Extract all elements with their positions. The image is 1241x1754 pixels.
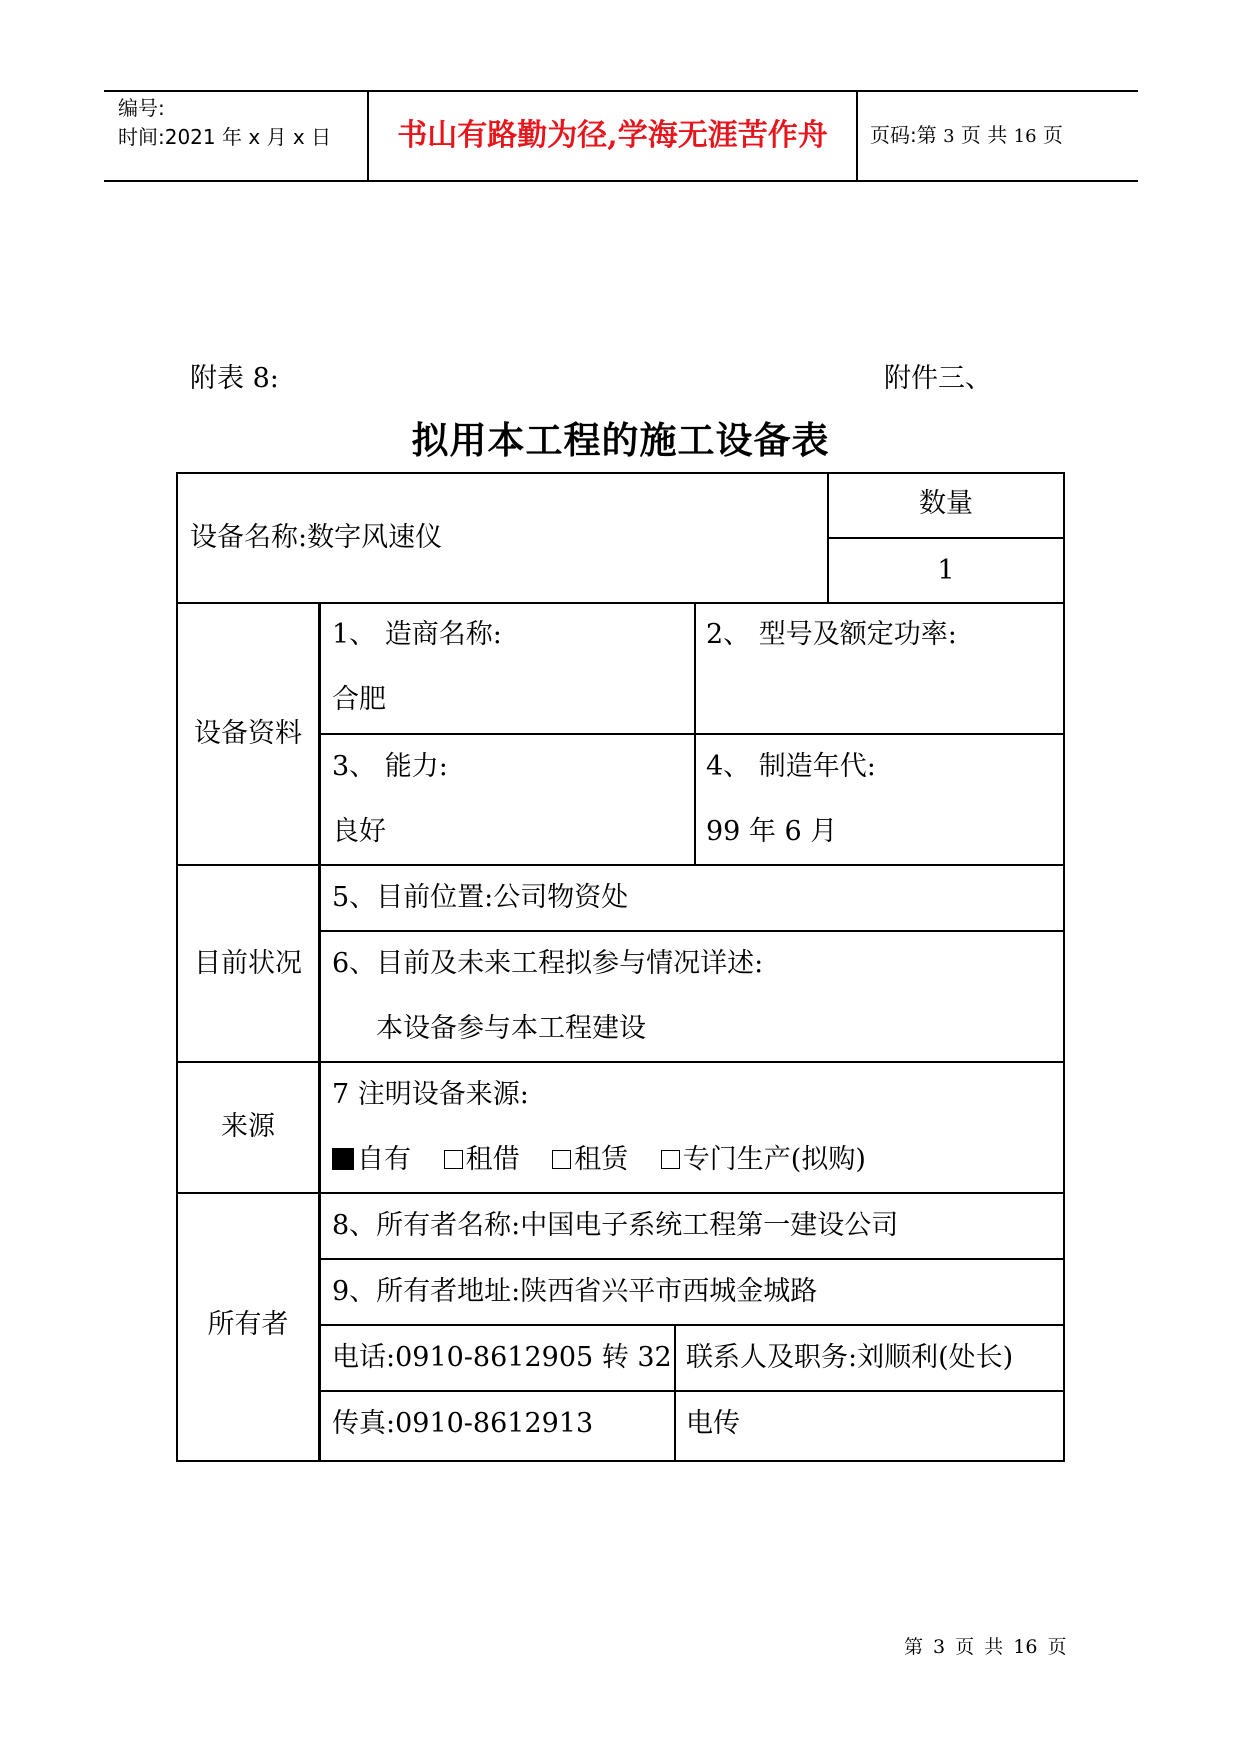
table-border	[176, 1460, 1065, 1462]
time-label: 时间:2021 年 x 月 x 日	[118, 125, 332, 149]
section-source: 来源	[221, 1111, 275, 1142]
owner-contact: 联系人及职务:刘顺利(处长)	[686, 1342, 1014, 1373]
owner-telex: 电传	[686, 1408, 740, 1439]
capability-value: 良好	[332, 816, 386, 847]
owner-address: 9、所有者地址:陕西省兴平市西城金城路	[332, 1276, 818, 1307]
header-meta	[118, 94, 331, 152]
table-line	[318, 733, 1065, 735]
year-made-value: 99 年 6 月	[706, 816, 838, 847]
model-power-label: 2、 型号及额定功率:	[706, 619, 957, 650]
table-line	[176, 864, 1065, 866]
serial-label: 编号:	[118, 96, 165, 120]
table-line	[318, 1390, 1065, 1392]
owner-fax: 传真:0910-8612913	[332, 1408, 594, 1439]
table-line	[318, 1258, 1065, 1260]
owner-phone: 电话:0910-8612905 转 32	[332, 1342, 672, 1373]
section-owner: 所有者	[207, 1309, 289, 1340]
table-line	[318, 1324, 1065, 1326]
source-options	[332, 1144, 866, 1176]
unchecked-box-icon	[661, 1150, 680, 1169]
schedule-caption: 附表 8:	[190, 363, 279, 394]
source-option: 自有	[332, 1144, 411, 1175]
document-title: 拟用本工程的施工设备表	[411, 418, 830, 462]
table-line	[176, 1061, 1065, 1063]
unchecked-box-icon	[444, 1150, 463, 1169]
manufacturer-label: 1、 造商名称:	[332, 619, 502, 650]
table-border	[1063, 472, 1065, 1462]
header-motto: 书山有路勤为径,学海无涯苦作舟	[397, 118, 828, 153]
device-name: 设备名称:数字风速仪	[190, 522, 443, 553]
manufacturer-value: 合肥	[332, 684, 386, 715]
table-line	[176, 602, 1065, 604]
table-border	[176, 472, 1065, 474]
table-line	[318, 930, 1065, 932]
section-equipment-info: 设备资料	[194, 718, 302, 749]
unchecked-box-icon	[552, 1150, 571, 1169]
source-option: 租借	[444, 1144, 520, 1175]
table-line	[674, 1324, 676, 1462]
source-option: 租赁	[552, 1144, 628, 1175]
attachment-caption: 附件三、	[884, 363, 992, 394]
page-header	[104, 90, 1138, 182]
page-mid: 页 共	[960, 123, 1008, 147]
table-line	[176, 1192, 1065, 1194]
participation-label: 6、目前及未来工程拟参与情况详述:	[332, 948, 764, 979]
source-option: 专门生产(拟购)	[661, 1144, 866, 1175]
quantity-label: 数量	[919, 488, 973, 519]
current-location: 5、目前位置:公司物资处	[332, 882, 629, 913]
quantity-value: 1	[937, 555, 955, 586]
participation-value: 本设备参与本工程建设	[376, 1013, 646, 1044]
header-page-number	[870, 120, 1063, 152]
section-current-status: 目前状况	[194, 948, 302, 979]
source-label: 7 注明设备来源:	[332, 1079, 529, 1110]
page-total: 16	[1013, 126, 1037, 147]
header-divider	[856, 92, 858, 180]
page-current: 3	[943, 126, 955, 147]
checked-box-icon	[332, 1148, 354, 1170]
page-prefix: 页码:第	[870, 123, 937, 147]
table-line	[827, 537, 1065, 539]
page-suffix: 页	[1042, 123, 1063, 147]
owner-name: 8、所有者名称:中国电子系统工程第一建设公司	[332, 1210, 899, 1241]
capability-label: 3、 能力:	[332, 751, 448, 782]
equipment-table	[176, 472, 1065, 1462]
page-footer: 第 3 页 共 16 页	[904, 1636, 1067, 1658]
year-made-label: 4、 制造年代:	[706, 751, 876, 782]
table-line	[318, 602, 321, 1462]
